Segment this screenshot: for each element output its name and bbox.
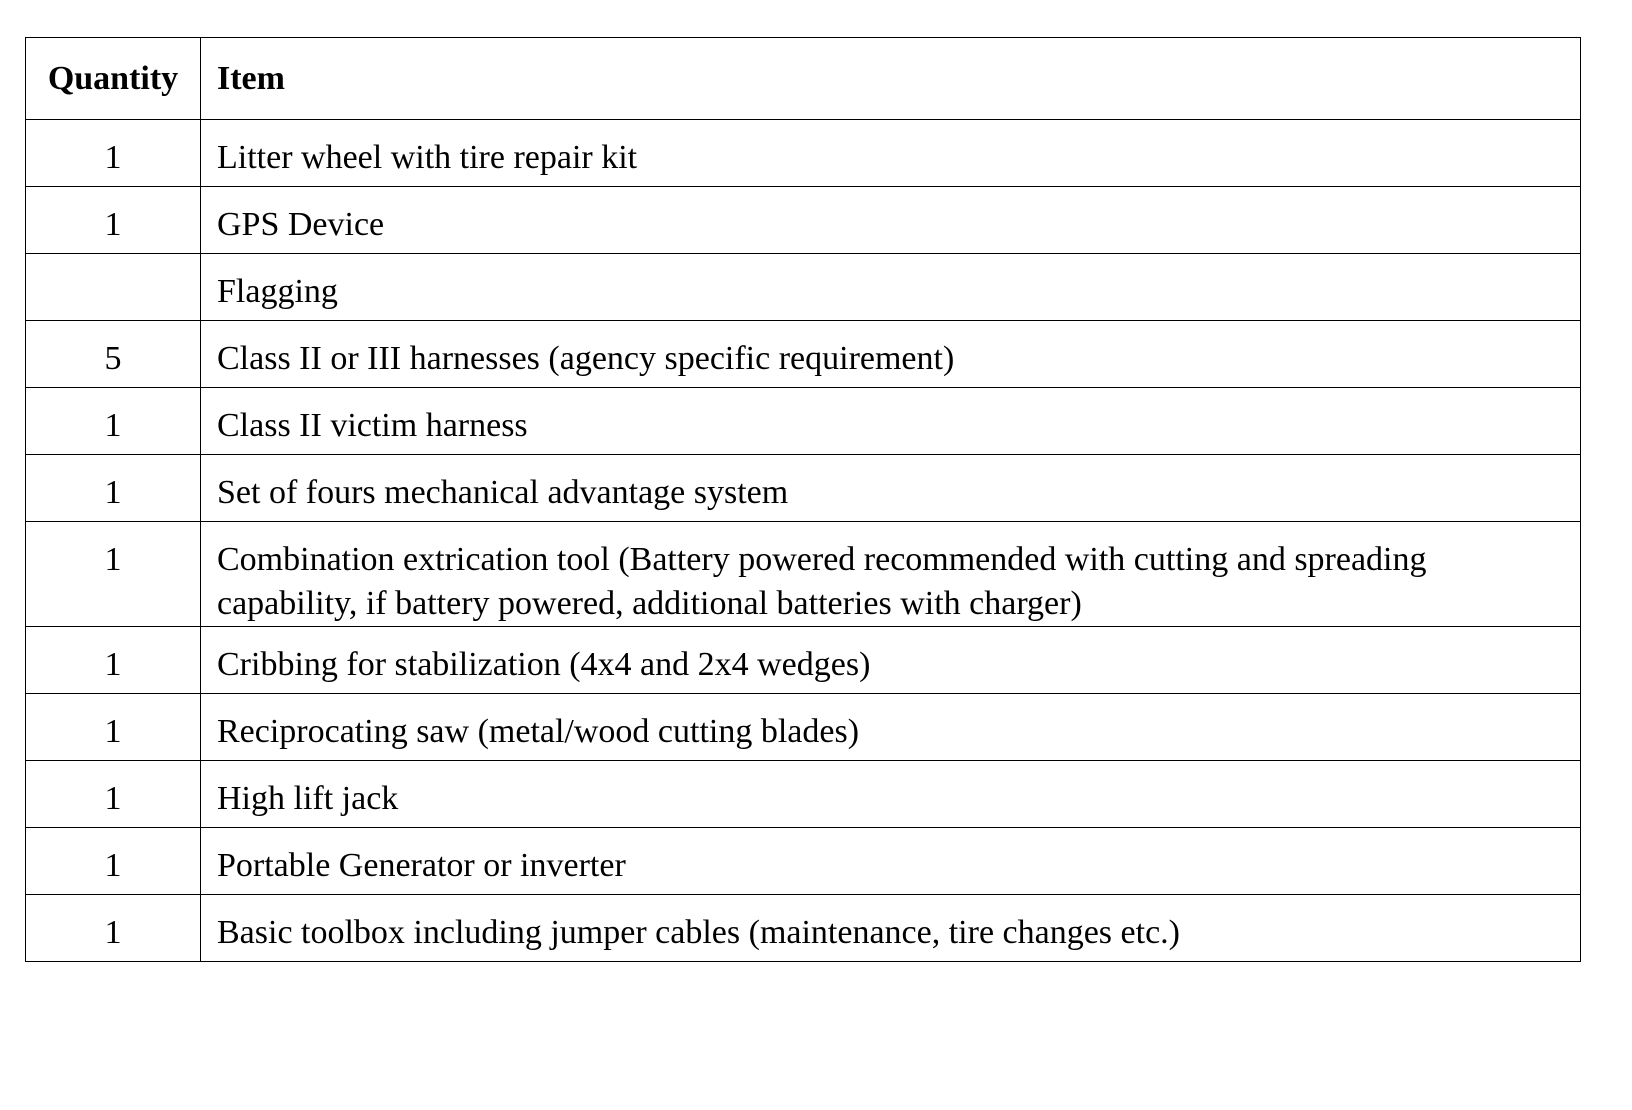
equipment-table — [25, 37, 1581, 962]
table-row — [26, 187, 1581, 254]
table-row — [26, 895, 1581, 962]
header-row — [26, 38, 1581, 120]
quantity-cell — [26, 254, 201, 321]
item-column-header: Item — [201, 38, 1581, 120]
quantity-cell: 1 — [26, 455, 201, 522]
item-cell: Flagging — [201, 254, 1581, 321]
item-cell: Class II or III harnesses (agency specific requirement) — [201, 321, 1581, 388]
quantity-cell: 1 — [26, 522, 201, 627]
quantity-column-header: Quantity — [26, 38, 201, 120]
item-cell: Class II victim harness — [201, 388, 1581, 455]
table-row — [26, 522, 1581, 627]
table-row — [26, 455, 1581, 522]
table-row — [26, 120, 1581, 187]
item-cell: Set of fours mechanical advantage system — [201, 455, 1581, 522]
item-cell: Portable Generator or inverter — [201, 828, 1581, 895]
quantity-cell: 1 — [26, 694, 201, 761]
item-cell: GPS Device — [201, 187, 1581, 254]
table-header — [26, 38, 1581, 120]
quantity-cell: 1 — [26, 187, 201, 254]
table-row — [26, 694, 1581, 761]
item-cell: Reciprocating saw (metal/wood cutting blades) — [201, 694, 1581, 761]
table-row — [26, 761, 1581, 828]
item-cell: Litter wheel with tire repair kit — [201, 120, 1581, 187]
item-cell: High lift jack — [201, 761, 1581, 828]
quantity-cell: 1 — [26, 388, 201, 455]
table-row — [26, 388, 1581, 455]
table-row — [26, 321, 1581, 388]
quantity-cell: 1 — [26, 627, 201, 694]
quantity-cell: 1 — [26, 120, 201, 187]
quantity-cell: 1 — [26, 828, 201, 895]
table-row — [26, 254, 1581, 321]
item-cell: Combination extrication tool (Battery powered recommended with cutting and spreading capability, if battery powered, additional batteries with charger) — [201, 522, 1581, 627]
item-cell: Cribbing for stabilization (4x4 and 2x4 wedges) — [201, 627, 1581, 694]
quantity-cell: 1 — [26, 895, 201, 962]
table-body — [26, 120, 1581, 962]
quantity-cell: 1 — [26, 761, 201, 828]
quantity-cell: 5 — [26, 321, 201, 388]
table-row — [26, 627, 1581, 694]
item-cell: Basic toolbox including jumper cables (maintenance, tire changes etc.) — [201, 895, 1581, 962]
table-row — [26, 828, 1581, 895]
